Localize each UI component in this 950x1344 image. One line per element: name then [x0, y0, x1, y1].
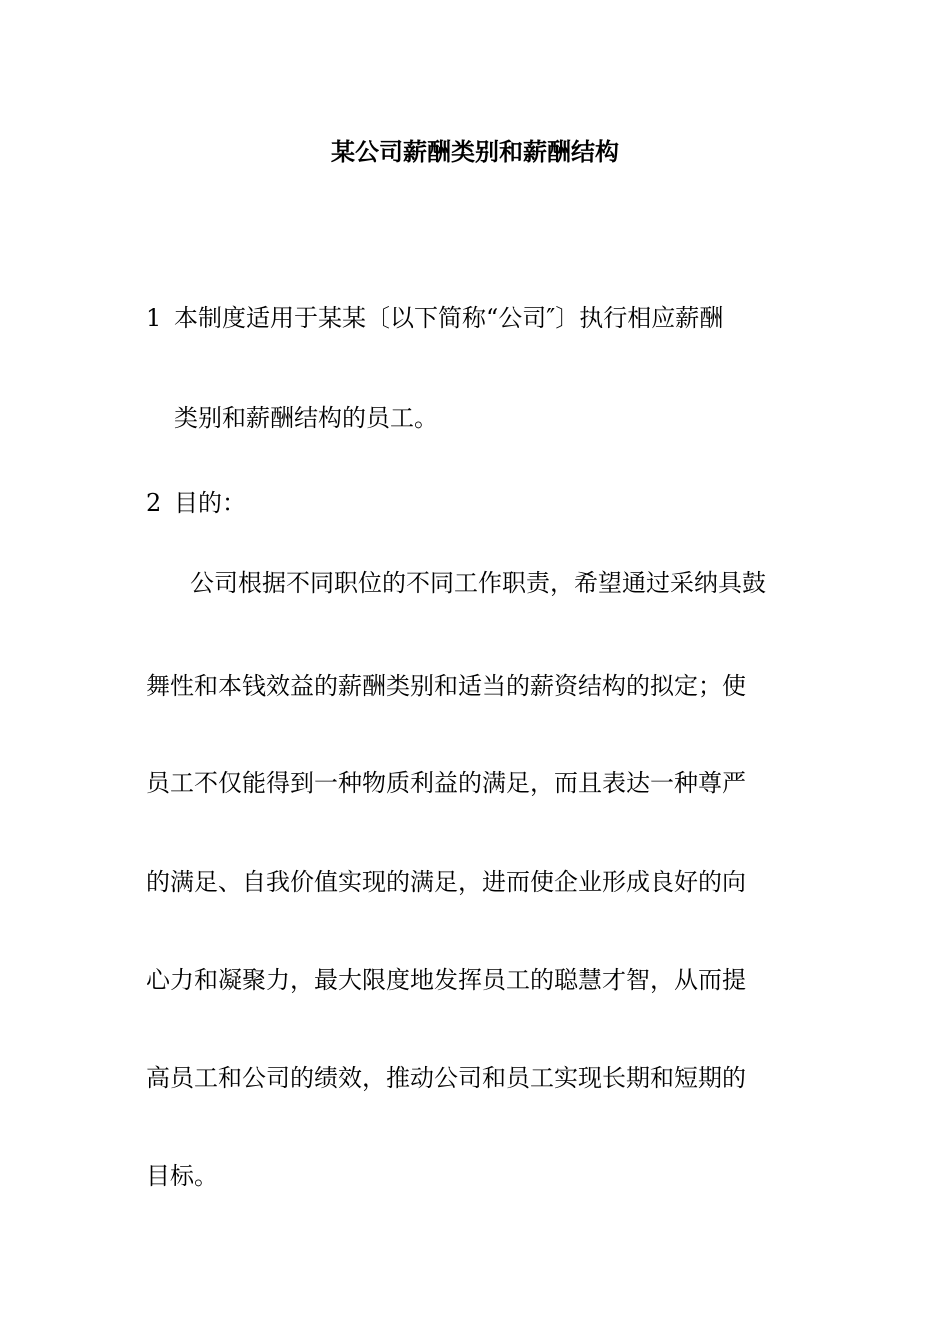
section-2-number: 2: [146, 489, 162, 517]
section-1-number: 1: [146, 304, 162, 332]
section-1-line-2: 类别和薪酬结构的员工。: [174, 404, 438, 432]
paragraph-line: 心力和凝聚力，最大限度地发挥员工的聪慧才智，从而提: [146, 966, 746, 994]
paragraph-line: 目标。: [146, 1162, 218, 1190]
section-2-heading: [146, 485, 246, 521]
section-1-line-1: [146, 300, 723, 336]
section-2-heading-text: 目的：: [174, 489, 246, 517]
paragraph-line: 的满足、自我价值实现的满足，进而使企业形成良好的向: [146, 868, 746, 896]
document-title: 某公司薪酬类别和薪酬结构: [331, 138, 619, 166]
paragraph-line: 舞性和本钱效益的薪酬类别和适当的薪资结构的拟定；使: [146, 672, 746, 700]
section-1-text-1: 本制度适用于某某〔以下简称“公司″〕执行相应薪酬: [174, 304, 724, 332]
paragraph-line: 公司根据不同职位的不同工作职责，希望通过采纳具鼓: [190, 569, 766, 597]
paragraph-line: 员工不仅能得到一种物质利益的满足，而且表达一种尊严: [146, 769, 746, 797]
paragraph-line: 高员工和公司的绩效，推动公司和员工实现长期和短期的: [146, 1064, 746, 1092]
